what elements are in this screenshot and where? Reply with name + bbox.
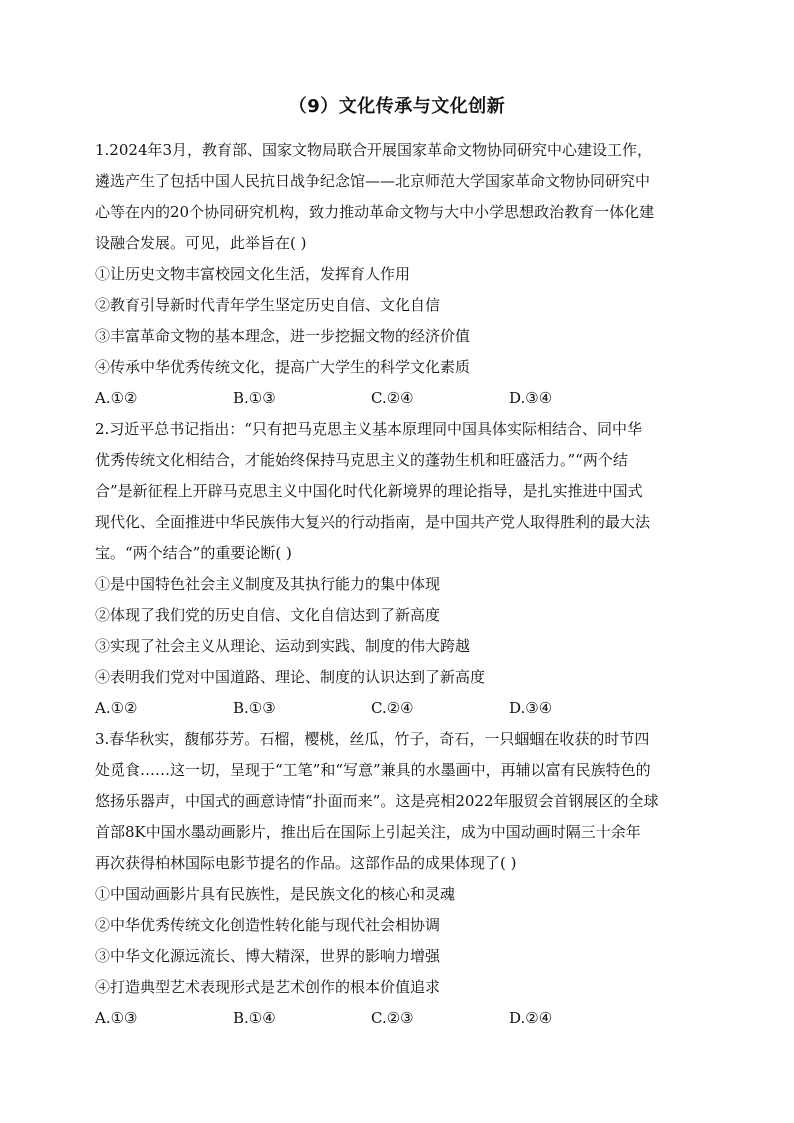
- statement: ④传承中华优秀传统文化，提高广大学生的科学文化素质: [95, 358, 471, 376]
- question-stem-line: 3.春华秋实，馥郁芬芳。石榴，樱桃，丝瓜，竹子，奇石，一只蝈蝈在收获的时节四: [95, 730, 650, 748]
- option-b: B.①④: [233, 1009, 276, 1027]
- option-a: A.①③: [95, 1009, 138, 1027]
- statement: ②体现了我们党的历史自信、文化自信达到了新高度: [95, 606, 441, 624]
- statement: ③丰富革命文物的基本理念，进一步挖掘文物的经济价值: [95, 327, 471, 345]
- answer-options: [95, 383, 700, 414]
- question-stem-line: 遴选产生了包括中国人民抗日战争纪念馆——北京师范大学国家革命文物协同研究中: [95, 172, 651, 190]
- page-title: （9）文化传承与文化创新: [288, 96, 506, 117]
- question-stem-line: 宝。“两个结合”的重要论断( ): [95, 544, 292, 562]
- option-a: A.①②: [95, 389, 138, 407]
- statement: ④打造典型艺术表现形式是艺术创作的根本价值追求: [95, 978, 441, 996]
- question-3: [95, 724, 700, 1034]
- statement: ①是中国特色社会主义制度及其执行能力的集中体现: [95, 575, 441, 593]
- option-d: D.③④: [509, 389, 553, 407]
- question-stem-line: 2.习近平总书记指出：“只有把马克思主义基本原理同中国具体实际相结合、同中华: [95, 420, 642, 438]
- statement: ②教育引导新时代青年学生坚定历史自信、文化自信: [95, 296, 441, 314]
- answer-options: [95, 1003, 700, 1034]
- option-d: D.③④: [509, 699, 553, 717]
- statement: ②中华优秀传统文化创造性转化能与现代社会相协调: [95, 916, 441, 934]
- option-c: C.②④: [371, 389, 414, 407]
- question-stem-line: 1.2024年3月，教育部、国家文物局联合开展国家革命文物协同研究中心建设工作，: [95, 141, 653, 159]
- statement: ①中国动画影片具有民族性，是民族文化的核心和灵魂: [95, 885, 456, 903]
- statement: ①让历史文物丰富校园文化生活，发挥育人作用: [95, 265, 411, 283]
- question-stem-line: 设融合发展。可见，此举旨在( ): [95, 234, 307, 252]
- question-stem-line: 心等在内的20个协同研究机构，致力推动革命文物与大中小学思想政治教育一体化建: [95, 203, 655, 221]
- question-2: [95, 414, 700, 724]
- option-b: B.①③: [233, 699, 276, 717]
- option-a: A.①②: [95, 699, 138, 717]
- answer-options: [95, 693, 700, 724]
- option-d: D.②④: [509, 1009, 553, 1027]
- option-c: C.②③: [371, 1009, 414, 1027]
- option-c: C.②④: [371, 699, 414, 717]
- question-stem-line: 合”是新征程上开辟马克思主义中国化时代化新境界的理论指导，是扎实推进中国式: [95, 482, 643, 500]
- statement: ④表明我们党对中国道路、理论、制度的认识达到了新高度: [95, 668, 486, 686]
- question-stem-line: 悠扬乐器声，中国式的画意诗情“扑面而来”。这是亮相2022年服贸会首钢展区的全球: [95, 792, 659, 810]
- question-stem-line: 优秀传统文化相结合，才能始终保持马克思主义的蓬勃生机和旺盛活力。”“两个结: [95, 451, 628, 469]
- question-stem-line: 再次获得柏林国际电影节提名的作品。这部作品的成果体现了( ): [95, 854, 517, 872]
- question-list: [95, 135, 700, 1034]
- question-stem-line: 处觅食……这一切，呈现于“工笔”和“写意”兼具的水墨画中，再辅以富有民族特色的: [95, 761, 651, 779]
- option-b: B.①③: [233, 389, 276, 407]
- question-stem-line: 首部8K中国水墨动画影片，推出后在国际上引起关注，成为中国动画时隔三十余年: [95, 823, 641, 841]
- statement: ③中华文化源远流长、博大精深，世界的影响力增强: [95, 947, 441, 965]
- statement: ③实现了社会主义从理论、运动到实践、制度的伟大跨越: [95, 637, 471, 655]
- question-stem-line: 现代化、全面推进中华民族伟大复兴的行动指南，是中国共产党人取得胜利的最大法: [95, 513, 651, 531]
- question-1: [95, 135, 700, 414]
